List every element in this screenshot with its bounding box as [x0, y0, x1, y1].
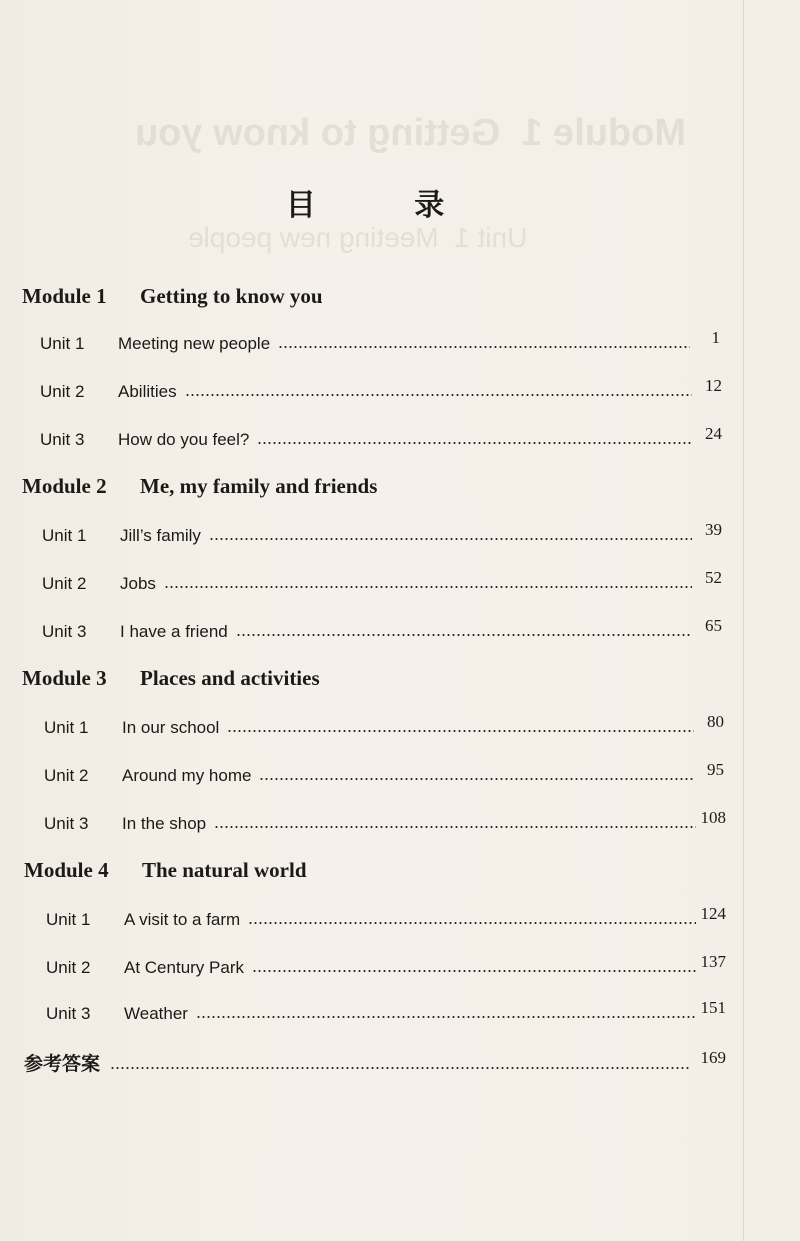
- toc-entry: [40, 424, 722, 450]
- module-number: Module 1: [22, 284, 107, 308]
- page-number: 169: [700, 1048, 726, 1067]
- unit-title: Weather: [124, 1004, 188, 1023]
- unit-title: Meeting new people: [118, 334, 271, 353]
- dot-leader: [164, 586, 692, 588]
- unit-number: Unit 2: [44, 766, 89, 785]
- unit-number: Unit 3: [40, 430, 85, 449]
- module-number: Module 4: [24, 858, 109, 882]
- unit-number: Unit 2: [46, 958, 91, 977]
- page-number: 12: [705, 376, 722, 395]
- dot-leader: [214, 826, 696, 828]
- dot-leader: [110, 1067, 690, 1069]
- unit-number: Unit 1: [40, 334, 85, 353]
- unit-title: Jobs: [120, 574, 156, 593]
- module-heading: [24, 858, 307, 883]
- toc-entry: [46, 952, 726, 978]
- toc-entry: [42, 520, 722, 546]
- toc-entry-appendix: [24, 1048, 726, 1076]
- toc-entry: [44, 808, 726, 834]
- page-number: 1: [711, 328, 720, 347]
- appendix-title: 参考答案: [24, 1053, 101, 1075]
- unit-number: Unit 2: [40, 382, 85, 401]
- dot-leader: [252, 970, 696, 972]
- unit-title: At Century Park: [124, 958, 244, 977]
- toc-entry: [42, 568, 722, 594]
- page-number: 95: [707, 760, 724, 779]
- unit-number: Unit 1: [44, 718, 89, 737]
- unit-title: In our school: [122, 718, 220, 737]
- module-heading: [22, 666, 320, 691]
- page-number: 24: [705, 424, 722, 443]
- dot-leader: [259, 778, 694, 780]
- dot-leader: [227, 730, 694, 732]
- unit-number: Unit 3: [46, 1004, 91, 1023]
- page-number: 124: [700, 904, 726, 923]
- dot-leader: [236, 634, 692, 636]
- unit-title: Around my home: [122, 766, 252, 785]
- dot-leader: [257, 442, 692, 444]
- toc-entry: [40, 328, 720, 354]
- unit-title: Jill’s family: [120, 526, 201, 545]
- unit-title: In the shop: [122, 814, 207, 833]
- page-spine-line: [743, 0, 744, 1241]
- unit-title: A visit to a farm: [124, 910, 241, 929]
- module-number: Module 2: [22, 474, 107, 498]
- toc-entry: [46, 904, 726, 930]
- unit-title: I have a friend: [120, 622, 228, 641]
- toc-entry: [46, 998, 726, 1024]
- toc-entry: [44, 760, 724, 786]
- dot-leader: [196, 1016, 696, 1018]
- page-number: 52: [705, 568, 722, 587]
- unit-title: Abilities: [118, 382, 177, 401]
- unit-title: How do you feel?: [118, 430, 250, 449]
- dot-leader: [185, 394, 692, 396]
- unit-number: Unit 1: [42, 526, 87, 545]
- page-title: 目 录: [285, 188, 489, 223]
- page-number: 108: [700, 808, 726, 827]
- toc-entry: [44, 712, 724, 738]
- module-title: The natural world: [142, 858, 307, 882]
- page-number: 151: [700, 998, 726, 1017]
- dot-leader: [209, 538, 692, 540]
- page-number: 65: [705, 616, 722, 635]
- unit-number: Unit 3: [42, 622, 87, 641]
- page-number: 39: [705, 520, 722, 539]
- page-number: 80: [707, 712, 724, 731]
- unit-number: Unit 1: [46, 910, 91, 929]
- module-title: Getting to know you: [140, 284, 323, 308]
- module-title: Me, my family and friends: [140, 474, 378, 498]
- module-heading: [22, 284, 323, 309]
- module-number: Module 3: [22, 666, 107, 690]
- bleed-through-heading: Module 1 Getting to know you: [135, 112, 686, 154]
- unit-number: Unit 3: [44, 814, 89, 833]
- page-number: 137: [700, 952, 726, 971]
- dot-leader: [248, 922, 696, 924]
- dot-leader: [278, 346, 690, 348]
- module-heading: [22, 474, 377, 499]
- toc-entry: [40, 376, 722, 402]
- toc-entry: [42, 616, 722, 642]
- unit-number: Unit 2: [42, 574, 87, 593]
- module-title: Places and activities: [140, 666, 320, 690]
- bleed-through-subheading: Unit 1 Meeting new people: [188, 222, 528, 253]
